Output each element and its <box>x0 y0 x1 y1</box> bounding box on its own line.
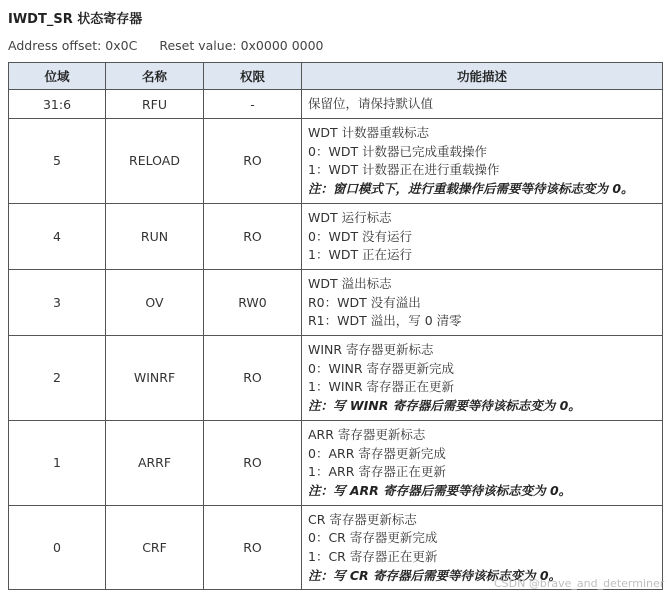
field-name: RUN <box>106 203 204 269</box>
watermark: CSDN @brave_and_determiner <box>494 577 665 590</box>
register-table <box>8 62 663 590</box>
table-row <box>9 269 663 335</box>
address-offset: Address offset: 0x0C <box>8 38 138 53</box>
field-description <box>302 420 663 505</box>
table-header-row <box>9 63 663 90</box>
bit-field: 1 <box>9 420 106 505</box>
field-description <box>302 336 663 421</box>
description-line: 0：WDT 计数器已完成重载操作 <box>308 143 488 159</box>
bit-field: 0 <box>9 505 106 590</box>
bit-field: 2 <box>9 336 106 421</box>
description-line: R0：WDT 没有溢出 <box>308 294 421 310</box>
description-note: 注：窗口模式下，进行重载操作后需要等待该标志变为 0。 <box>308 181 634 197</box>
description-line: 0：WDT 没有运行 <box>308 228 413 244</box>
field-name: RELOAD <box>106 119 204 204</box>
field-description <box>302 203 663 269</box>
header-description: 功能描述 <box>302 63 663 90</box>
description-note: 注：写 ARR 寄存器后需要等待该标志变为 0。 <box>308 482 572 498</box>
access-type: RO <box>204 336 302 421</box>
access-type: RO <box>204 119 302 204</box>
description-line: 0：ARR 寄存器更新完成 <box>308 445 446 461</box>
field-name: CRF <box>106 505 204 590</box>
bit-field: 4 <box>9 203 106 269</box>
register-title: IWDT_SR 状态寄存器 <box>8 12 143 27</box>
header-access: 权限 <box>204 63 302 90</box>
access-type: RO <box>204 420 302 505</box>
description-line: 1：WDT 正在运行 <box>308 247 413 263</box>
description-line: CR 寄存器更新标志 <box>308 511 417 527</box>
field-name: ARRF <box>106 420 204 505</box>
header-bits: 位域 <box>9 63 106 90</box>
field-name: WINRF <box>106 336 204 421</box>
description-line: WDT 计数器重载标志 <box>308 125 430 140</box>
bit-field: 5 <box>9 119 106 204</box>
description-line: WDT 溢出标志 <box>308 275 392 291</box>
table-row <box>9 336 663 421</box>
description-line: 1：ARR 寄存器正在更新 <box>308 464 446 480</box>
description-line: ARR 寄存器更新标志 <box>308 426 426 442</box>
header-name: 名称 <box>106 63 204 90</box>
table-row <box>9 203 663 269</box>
field-description <box>302 119 663 204</box>
description-line: WINR 寄存器更新标志 <box>308 342 434 358</box>
description-line: R1：WDT 溢出，写 0 清零 <box>308 313 462 329</box>
description-note: 注：写 WINR 寄存器后需要等待该标志变为 0。 <box>308 398 581 414</box>
description-line: WDT 运行标志 <box>308 209 392 225</box>
description-line: 1：WDT 计数器正在进行重载操作 <box>308 162 500 178</box>
access-type: RO <box>204 505 302 590</box>
description-note: 注：写 CR 寄存器后需要等待该标志变为 0。 <box>308 567 562 583</box>
access-type: RW0 <box>204 269 302 335</box>
register-meta <box>8 38 324 53</box>
access-type: - <box>204 90 302 119</box>
description-line: 0：WINR 寄存器更新完成 <box>308 360 455 376</box>
field-description <box>302 269 663 335</box>
description-line: 1：WINR 寄存器正在更新 <box>308 379 455 395</box>
description-line: 1：CR 寄存器正在更新 <box>308 549 438 565</box>
bit-field: 31:6 <box>9 90 106 119</box>
access-type: RO <box>204 203 302 269</box>
description-line: 保留位，请保持默认值 <box>308 95 434 111</box>
reset-value: Reset value: 0x0000 0000 <box>159 38 324 53</box>
table-row <box>9 90 663 119</box>
table-row <box>9 119 663 204</box>
field-description <box>302 90 663 119</box>
description-line: 0：CR 寄存器更新完成 <box>308 530 438 546</box>
field-name: RFU <box>106 90 204 119</box>
bit-field: 3 <box>9 269 106 335</box>
field-name: OV <box>106 269 204 335</box>
table-row <box>9 420 663 505</box>
